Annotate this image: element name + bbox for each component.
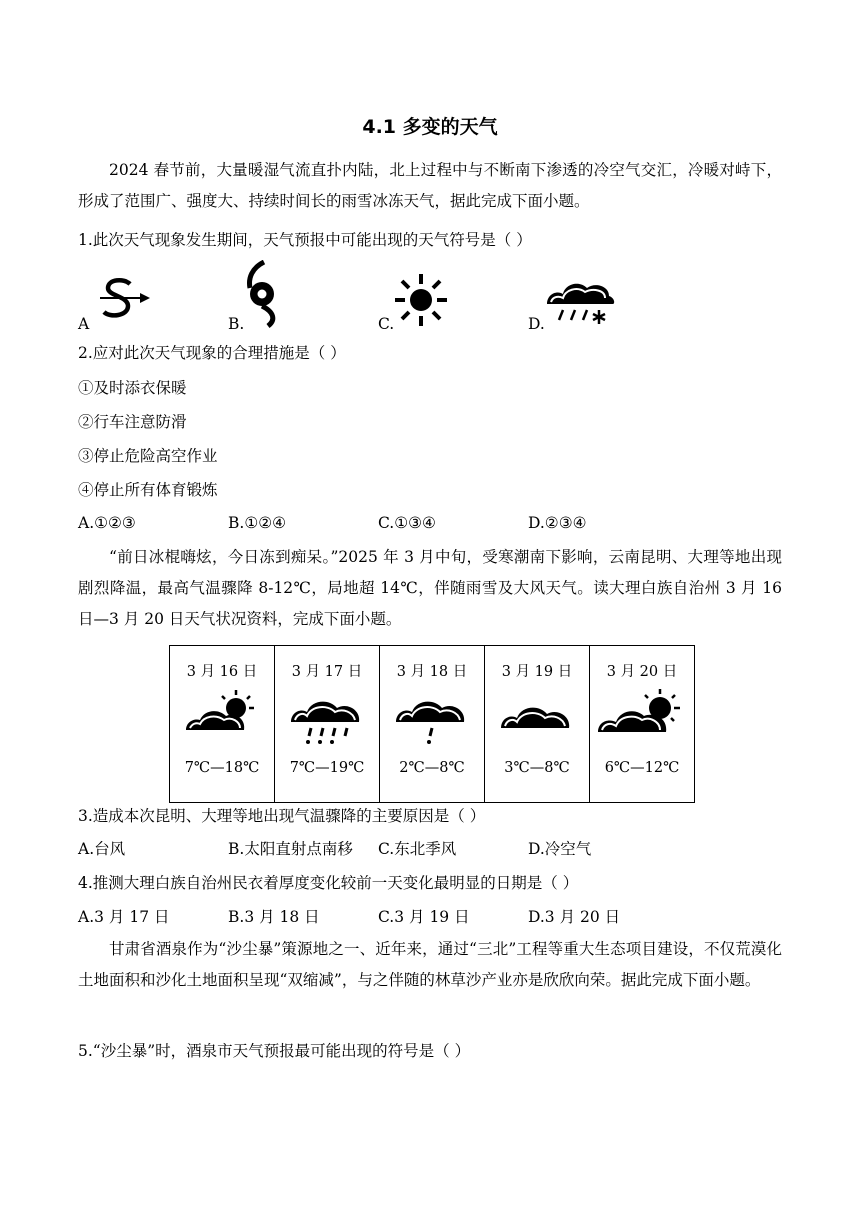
weather-day-cell [590, 646, 694, 802]
question-5-stem: 5.“沙尘暴”时，酒泉市天气预报最可能出现的符号是（ ） [78, 1042, 471, 1060]
q4-option-d[interactable]: D.3 月 20 日 [528, 908, 621, 926]
q2-item-2: ②行车注意防滑 [78, 413, 187, 431]
weather-temp: 7℃—18℃ [184, 760, 260, 776]
sunny-symbol-icon [393, 272, 449, 328]
weather-date: 3 月 20 日 [606, 664, 678, 680]
typhoon-symbol-icon [242, 260, 282, 328]
sandstorm-symbol-icon [96, 276, 152, 322]
q3-option-c[interactable]: C.东北季风 [378, 840, 457, 858]
q2-item-1: ①及时添衣保暖 [78, 379, 187, 397]
q3-option-d[interactable]: D.冷空气 [528, 840, 592, 858]
weather-date: 3 月 18 日 [396, 664, 468, 680]
q2-option-a[interactable]: A.①②③ [78, 514, 136, 532]
weather-date: 3 月 19 日 [501, 664, 573, 680]
q4-option-c[interactable]: C.3 月 19 日 [378, 908, 470, 926]
question-3-stem: 3.造成本次昆明、大理等地出现气温骤降的主要原因是（ ） [78, 807, 486, 825]
weather-day-cell [170, 646, 275, 802]
weather-temp: 7℃—19℃ [289, 760, 365, 776]
partly-cloudy-icon [180, 688, 264, 748]
weather-temp: 3℃—8℃ [504, 760, 570, 776]
weather-day-cell [275, 646, 380, 802]
rain-snow-symbol-icon [543, 276, 617, 328]
intro-paragraph-2: “前日冰棍嗨炫，今日冻到痴呆。”2025 年 3 月中旬，受寒潮南下影响，云南昆明、大理等地出现剧烈降温，最高气温骤降 8-12℃，局地超 14℃，伴随雨雪及大风天气。读大理白族自治州 3 月 16 日—3 月 20 日天气状况资料，完成下面小题。 [78, 548, 782, 628]
light-rain-icon [390, 688, 474, 748]
q1-option-b[interactable]: B. [228, 315, 245, 333]
q4-option-a[interactable]: A.3 月 17 日 [78, 908, 170, 926]
intro-paragraph-1: 2024 春节前，大量暖湿气流直扑内陆，北上过程中与不断南下渗透的冷空气交汇，冷暖对峙下，形成了范围广、强度大、持续时间长的雨雪冰冻天气，据此完成下面小题。 [78, 161, 782, 210]
weather-day-cell [380, 646, 485, 802]
q3-option-a[interactable]: A.台风 [78, 840, 126, 858]
question-2-stem: 2.应对此次天气现象的合理措施是（ ） [78, 344, 346, 362]
q3-option-b[interactable]: B.太阳直射点南移 [228, 840, 353, 858]
weather-day-cell [485, 646, 590, 802]
weather-temp: 6℃—12℃ [604, 760, 680, 776]
q1-option-d[interactable]: D. [528, 315, 545, 333]
intro-paragraph-3: 甘肃省酒泉作为“沙尘暴”策源地之一、近年来，通过“三北”工程等重大生态项目建设，不仅荒漠化土地面积和沙化土地面积呈现“双缩减”，与之伴随的林草沙产业亦是欣欣向荣。据此完成下面小题。 [78, 940, 782, 989]
partly-cloudy-icon [594, 688, 690, 748]
weather-table [169, 645, 695, 803]
cloudy-icon [495, 688, 579, 748]
q2-option-c[interactable]: C.①③④ [378, 514, 436, 532]
rain-icon [285, 688, 369, 748]
q2-item-3: ③停止危险高空作业 [78, 447, 218, 465]
q2-item-4: ④停止所有体育锻炼 [78, 481, 218, 499]
q4-option-b[interactable]: B.3 月 18 日 [228, 908, 320, 926]
weather-date: 3 月 16 日 [186, 664, 258, 680]
question-1-stem: 1.此次天气现象发生期间，天气预报中可能出现的天气符号是（ ） [78, 231, 532, 249]
weather-temp: 2℃—8℃ [399, 760, 465, 776]
q1-option-a[interactable]: A [78, 315, 90, 333]
page-title: 4.1 多变的天气 [362, 116, 498, 138]
question-4-stem: 4.推测大理白族自治州民衣着厚度变化较前一天变化最明显的日期是（ ） [78, 874, 579, 892]
q2-option-d[interactable]: D.②③④ [528, 514, 587, 532]
weather-date: 3 月 17 日 [291, 664, 363, 680]
q2-option-b[interactable]: B.①②④ [228, 514, 287, 532]
q1-option-c[interactable]: C. [378, 315, 395, 333]
